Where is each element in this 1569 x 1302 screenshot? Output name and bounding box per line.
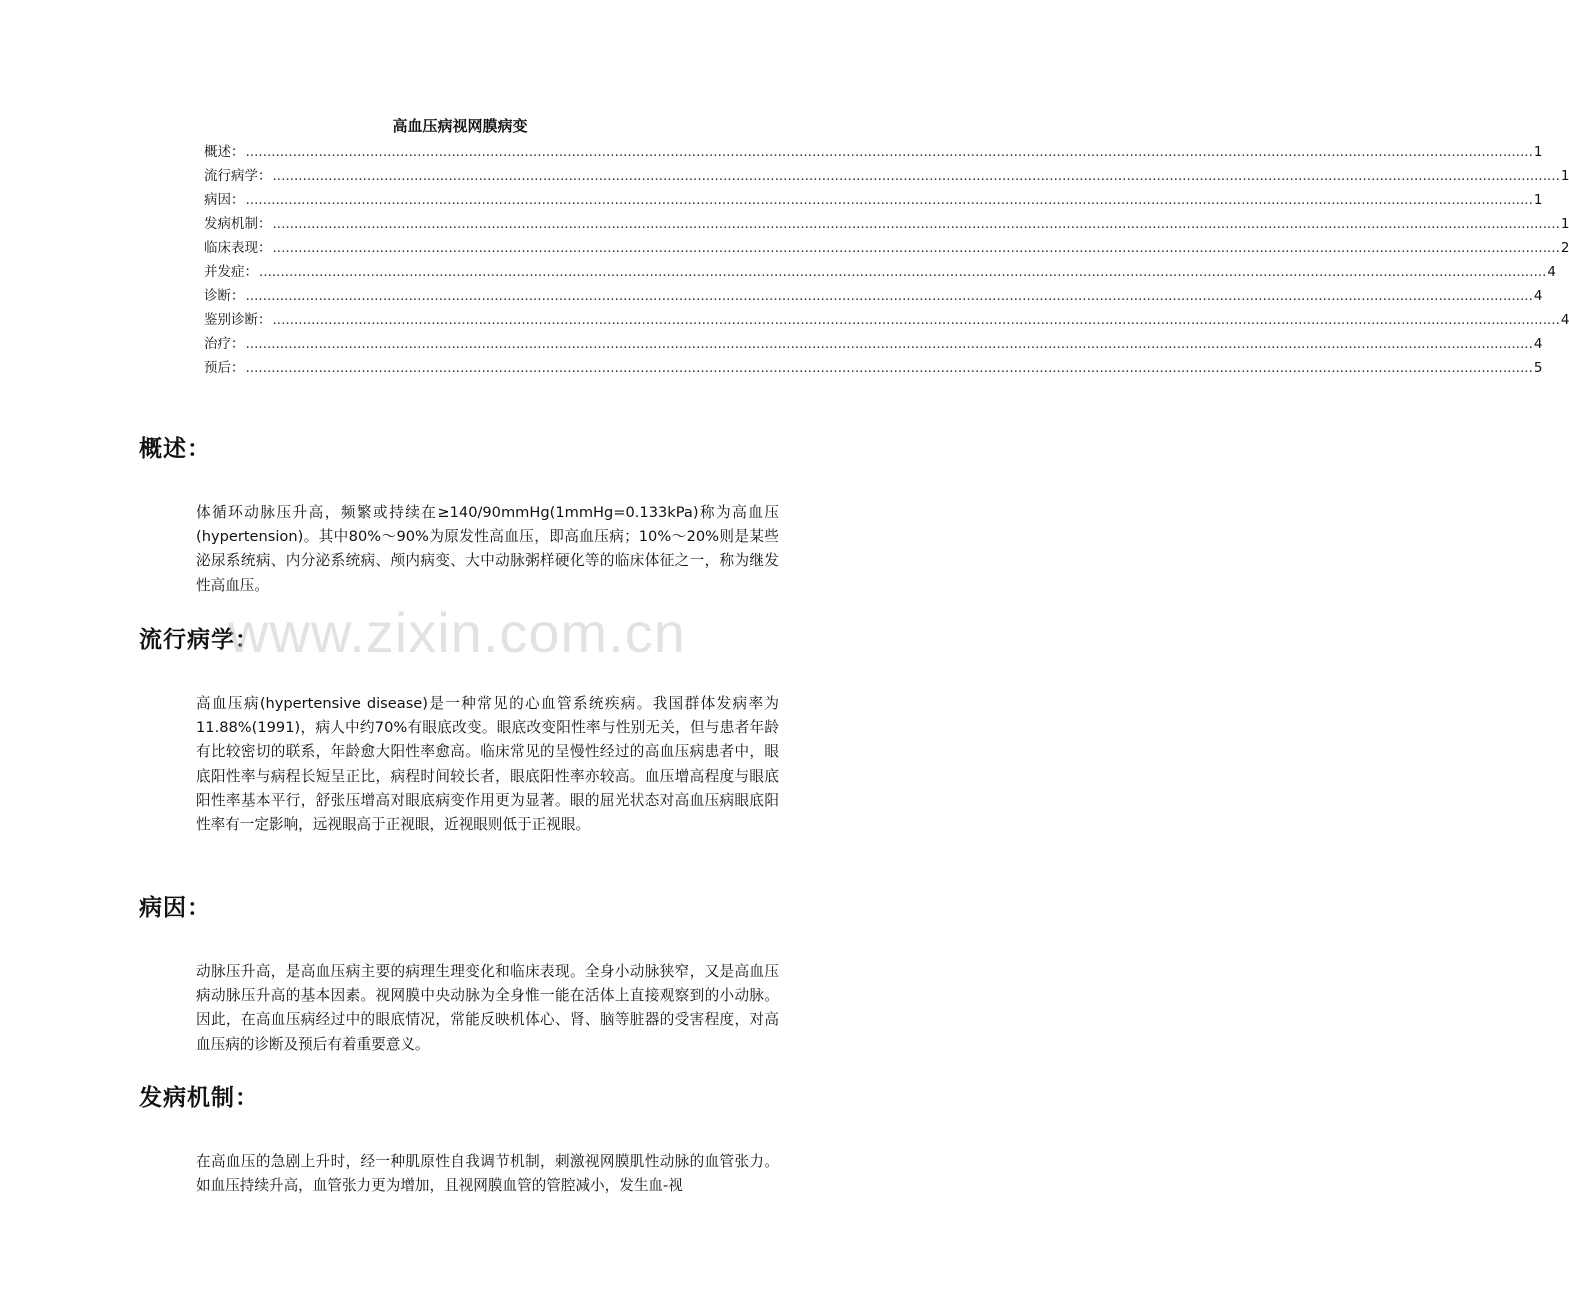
toc-leader-dots: ............................................................................................................................................................................................................................................................................................................ [245, 192, 1533, 208]
toc-entry[interactable] [204, 308, 1569, 332]
watermark: www.zixin.com.cn [228, 601, 686, 664]
toc-entry-label: 并发症： [204, 264, 258, 280]
toc-entry-label: 鉴别诊断： [204, 312, 272, 328]
toc-entry[interactable] [204, 236, 1569, 260]
toc-entry-page: 2 [1560, 240, 1569, 256]
toc-entry-label: 临床表现： [204, 240, 272, 256]
toc-leader-dots: ............................................................................................................................................................................................................................................................................................................ [245, 336, 1533, 352]
section-etiology [139, 889, 779, 1057]
toc-leader-dots: ............................................................................................................................................................................................................................................................................................................ [245, 360, 1533, 376]
section-overview [139, 430, 779, 598]
toc-entry-page: 1 [1560, 216, 1569, 232]
toc-leader-dots: ............................................................................................................................................................................................................................................................................................................ [272, 240, 1560, 256]
toc-entry[interactable] [204, 212, 1569, 236]
document-title: 高血压病视网膜病变 [392, 117, 528, 135]
toc-entry-page: 4 [1533, 288, 1543, 304]
section-body: 在高血压的急剧上升时，经一种肌原性自我调节机制，刺激视网膜肌性动脉的血管张力。如血压持续升高，血管张力更为增加，且视网膜血管的管腔减小，发生血-视 [196, 1153, 779, 1195]
section-heading: 概述： [139, 436, 211, 462]
toc-entry[interactable] [204, 332, 1543, 356]
toc-entry-label: 预后： [204, 360, 245, 376]
toc-leader-dots: ............................................................................................................................................................................................................................................................................................................ [245, 288, 1533, 304]
toc-entry[interactable] [204, 188, 1543, 212]
toc-entry-page: 5 [1533, 360, 1543, 376]
toc-leader-dots: ............................................................................................................................................................................................................................................................................................................ [272, 168, 1560, 184]
toc-entry-label: 治疗： [204, 336, 245, 352]
section-body: 动脉压升高，是高血压病主要的病理生理变化和临床表现。全身小动脉狭窄，又是高血压病动脉压升高的基本因素。视网膜中央动脉为全身惟一能在活体上直接观察到的小动脉。因此，在高血压病经过中的眼底情况，常能反映机体心、肾、脑等脏器的受害程度，对高血压病的诊断及预后有着重要意义。 [196, 963, 779, 1053]
toc-entry-page: 1 [1560, 168, 1569, 184]
toc-leader-dots: ............................................................................................................................................................................................................................................................................................................ [259, 264, 1547, 280]
toc-entry-page: 4 [1560, 312, 1569, 328]
toc-entry-label: 诊断： [204, 288, 245, 304]
toc-entry-page: 1 [1533, 144, 1543, 160]
section-epidemiology [139, 621, 779, 837]
toc-entry[interactable] [204, 140, 1543, 164]
toc-entry-label: 流行病学： [204, 168, 272, 184]
toc-leader-dots: ............................................................................................................................................................................................................................................................................................................ [245, 144, 1533, 160]
toc-entry-label: 概述： [204, 144, 245, 160]
toc-entry[interactable] [204, 260, 1556, 284]
toc-entry[interactable] [204, 164, 1569, 188]
toc-entry[interactable] [204, 284, 1543, 308]
toc-entry[interactable] [204, 356, 1543, 380]
toc-entry-page: 4 [1547, 264, 1556, 280]
section-heading: 病因： [139, 895, 211, 921]
section-body: 高血压病(hypertensive disease)是一种常见的心血管系统疾病。我国群体发病率为11.88%(1991)，病人中约70%有眼底改变。眼底改变阳性率与性别无关，但与患者年龄有比较密切的联系，年龄愈大阳性率愈高。临床常见的呈慢性经过的高血压病患者中，眼底阳性率与病程长短呈正比，病程时间较长者，眼底阳性率亦较高。血压增高程度与眼底阳性率基本平行，舒张压增高对眼底病变作用更为显著。眼的屈光状态对高血压病眼底阳性率有一定影响，远视眼高于正视眼，近视眼则低于正视眼。 [196, 695, 779, 834]
toc-entry-page: 1 [1533, 192, 1543, 208]
toc-entry-label: 病因： [204, 192, 245, 208]
table-of-contents [204, 140, 1569, 380]
section-body: 体循环动脉压升高，频繁或持续在≥140/90mmHg(1mmHg=0.133kPa)称为高血压(hypertension)。其中80%～90%为原发性高血压，即高血压病；10%～20%则是某些泌尿系统病、内分泌系统病、颅内病变、大中动脉粥样硬化等的临床体征之一，称为继发性高血压。 [196, 504, 779, 594]
section-heading: 流行病学： [139, 627, 259, 653]
section-pathogenesis [139, 1079, 779, 1198]
toc-leader-dots: ............................................................................................................................................................................................................................................................................................................ [272, 312, 1560, 328]
toc-entry-label: 发病机制： [204, 216, 272, 232]
toc-leader-dots: ............................................................................................................................................................................................................................................................................................................ [272, 216, 1560, 232]
section-heading: 发病机制： [139, 1085, 259, 1111]
toc-entry-page: 4 [1533, 336, 1543, 352]
